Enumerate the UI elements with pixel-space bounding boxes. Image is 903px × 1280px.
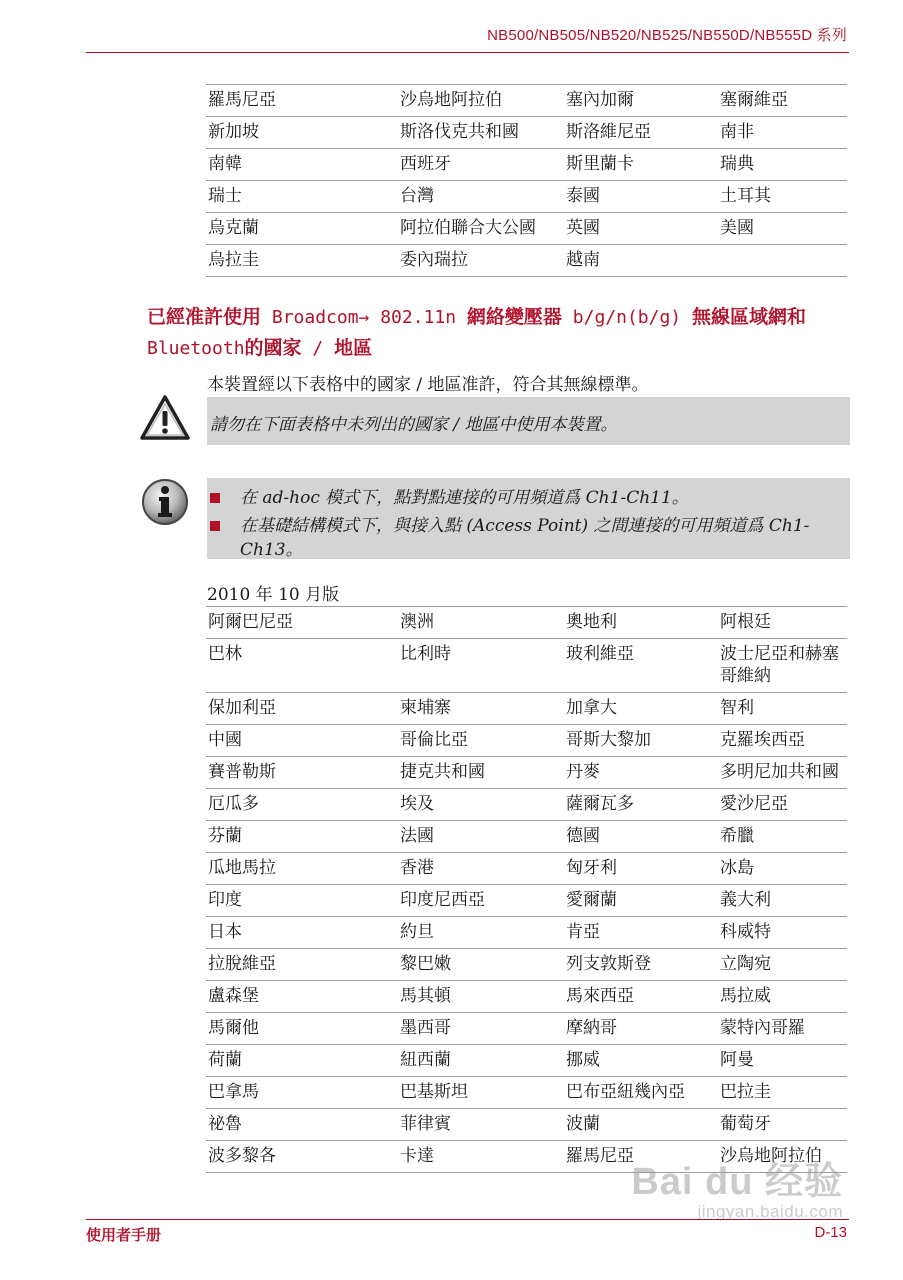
heading-text-5: 無線區域網和 [691,306,806,328]
table-cell: 沙烏地阿拉伯 [718,1141,847,1173]
table-cell: 愛爾蘭 [564,885,718,917]
running-header-title: NB500/NB505/NB520/NB525/NB550D/NB555D 系列 [487,27,847,44]
country-table [206,606,847,1173]
table-row [206,1045,847,1077]
table-cell: 厄瓜多 [206,789,398,821]
table-row [206,181,847,213]
table-cell: 馬其頓 [398,981,564,1013]
header-divider [86,52,849,53]
table-cell: 挪威 [564,1045,718,1077]
table-cell: 阿爾巴尼亞 [206,607,398,639]
table-row [206,853,847,885]
table-cell: 斯洛維尼亞 [564,117,718,149]
edition-label: 2010 年 10 月版 [207,585,340,605]
table-cell: 葡萄牙 [718,1109,847,1141]
table-cell: 薩爾瓦多 [564,789,718,821]
table-cell: 德國 [564,821,718,853]
table-cell: 香港 [398,853,564,885]
table-cell: 捷克共和國 [398,757,564,789]
table-row [206,949,847,981]
table-cell: 柬埔寨 [398,693,564,725]
table-cell: 賽普勒斯 [206,757,398,789]
heading-text-1: 已經准許使用 [147,306,262,328]
table-cell: 瑞士 [206,181,398,213]
table-row [206,213,847,245]
table-cell: 加拿大 [564,693,718,725]
table-row [206,85,847,117]
bullet-square-icon [210,521,220,531]
footer-manual-title: 使用者手册 [86,1226,162,1244]
table-row [206,1109,847,1141]
table-cell: 希臘 [718,821,847,853]
table-cell: 瑞典 [718,149,847,181]
warning-text: 請勿在下面表格中未列出的國家 / 地區中使用本裝置。 [210,415,618,435]
table-row [206,981,847,1013]
table-cell: 羅馬尼亞 [564,1141,718,1173]
table-cell: 斯洛伐克共和國 [398,117,564,149]
table-cell: 克羅埃西亞 [718,725,847,757]
table-cell: 越南 [564,245,718,277]
table-row [206,1077,847,1109]
table-cell: 科威特 [718,917,847,949]
watermark-url: jingyan.baidu.com [697,1202,843,1221]
table-row [206,639,847,693]
note-text: 在 ad-hoc 模式下，點對點連接的可用頻道爲 Ch1-Ch11。 [240,488,689,508]
table-cell: 卡達 [398,1141,564,1173]
watermark-logo: Bai du 经验 [631,1161,843,1203]
heading-text-2: Broadcom→ 802.11n [261,307,467,328]
table-row [206,1013,847,1045]
table-cell: 愛沙尼亞 [718,789,847,821]
heading-text-4: b/g/n(b/g) [561,307,692,328]
table-cell: 台灣 [398,181,564,213]
table-row [206,789,847,821]
table-cell: 巴基斯坦 [398,1077,564,1109]
table-cell: 摩納哥 [564,1013,718,1045]
heading-text-9: 地區 [334,337,373,359]
table-cell: 巴林 [206,639,398,693]
table-row [206,725,847,757]
note-item [210,486,840,510]
table-cell: 塞內加爾 [564,85,718,117]
table-cell: 法國 [398,821,564,853]
table-cell: 列支敦斯登 [564,949,718,981]
country-table-continued [206,84,847,277]
table-cell: 比利時 [398,639,564,693]
table-row [206,149,847,181]
table-cell: 巴布亞紐幾內亞 [564,1077,718,1109]
table-cell: 澳洲 [398,607,564,639]
table-cell: 委內瑞拉 [398,245,564,277]
heading-text-3: 網絡變壓器 [466,306,562,328]
table-cell: 智利 [718,693,847,725]
heading-text-8: / [301,338,335,359]
table-cell: 印度尼西亞 [398,885,564,917]
table-cell: 英國 [564,213,718,245]
table-cell: 印度 [206,885,398,917]
table-row [206,757,847,789]
table-row [206,693,847,725]
warning-icon [139,394,191,446]
table-cell: 塞爾維亞 [718,85,847,117]
table-cell: 保加利亞 [206,693,398,725]
table-cell: 馬爾他 [206,1013,398,1045]
table-cell: 荷蘭 [206,1045,398,1077]
table-cell: 烏拉圭 [206,245,398,277]
table-cell: 玻利維亞 [564,639,718,693]
table-cell: 波士尼亞和赫塞哥維納 [718,639,847,693]
table-cell: 新加坡 [206,117,398,149]
table-cell: 丹麥 [564,757,718,789]
table-cell: 阿根廷 [718,607,847,639]
table-cell: 瓜地馬拉 [206,853,398,885]
table-cell: 南韓 [206,149,398,181]
table-cell: 紐西蘭 [398,1045,564,1077]
table-cell: 波多黎各 [206,1141,398,1173]
heading-text-6: Bluetooth [147,338,245,359]
table-cell: 中國 [206,725,398,757]
table-cell: 巴拉圭 [718,1077,847,1109]
table-cell: 阿曼 [718,1045,847,1077]
table-row [206,117,847,149]
table-cell: 芬蘭 [206,821,398,853]
table-cell: 肯亞 [564,917,718,949]
watermark [631,1162,843,1222]
table-row [206,885,847,917]
table-cell: 阿拉伯聯合大公國 [398,213,564,245]
table-cell: 波蘭 [564,1109,718,1141]
table-cell: 斯里蘭卡 [564,149,718,181]
table-cell: 黎巴嫩 [398,949,564,981]
table-cell: 沙烏地阿拉伯 [398,85,564,117]
footer-divider [86,1219,849,1220]
table-cell: 哥倫比亞 [398,725,564,757]
table-cell: 烏克蘭 [206,213,398,245]
table-cell: 日本 [206,917,398,949]
table-cell: 匈牙利 [564,853,718,885]
table-cell: 巴拿馬 [206,1077,398,1109]
table-cell: 冰島 [718,853,847,885]
page-number: D-13 [814,1224,847,1241]
table-cell: 義大利 [718,885,847,917]
table-cell: 馬拉威 [718,981,847,1013]
table-row [206,245,847,277]
table-cell: 拉脫維亞 [206,949,398,981]
heading-text-7: 的國家 [244,337,302,359]
table-cell: 哥斯大黎加 [564,725,718,757]
table-cell: 奧地利 [564,607,718,639]
table-cell: 菲律賓 [398,1109,564,1141]
table-cell: 美國 [718,213,847,245]
table-cell: 羅馬尼亞 [206,85,398,117]
table-cell: 立陶宛 [718,949,847,981]
table-cell: 泰國 [564,181,718,213]
table-cell: 墨西哥 [398,1013,564,1045]
table-cell: 多明尼加共和國 [718,757,847,789]
table-cell: 約旦 [398,917,564,949]
note-text: 在基礎結構模式下，與接入點 (Access Point) 之間連接的可用頻道爲 Ch1-Ch13。 [240,516,810,560]
table-cell: 南非 [718,117,847,149]
table-row [206,607,847,639]
section-intro: 本裝置經以下表格中的國家 / 地區准許，符合其無線標準。 [207,375,649,395]
table-cell: 馬來西亞 [564,981,718,1013]
bullet-square-icon [210,493,220,503]
table-cell [718,245,847,277]
table-cell: 土耳其 [718,181,847,213]
table-cell: 蒙特內哥羅 [718,1013,847,1045]
table-row [206,917,847,949]
info-icon [140,477,190,531]
table-cell: 祕魯 [206,1109,398,1141]
table-row [206,821,847,853]
table-cell: 埃及 [398,789,564,821]
table-cell: 盧森堡 [206,981,398,1013]
table-cell: 西班牙 [398,149,564,181]
section-heading [147,302,847,364]
note-item [210,514,840,562]
